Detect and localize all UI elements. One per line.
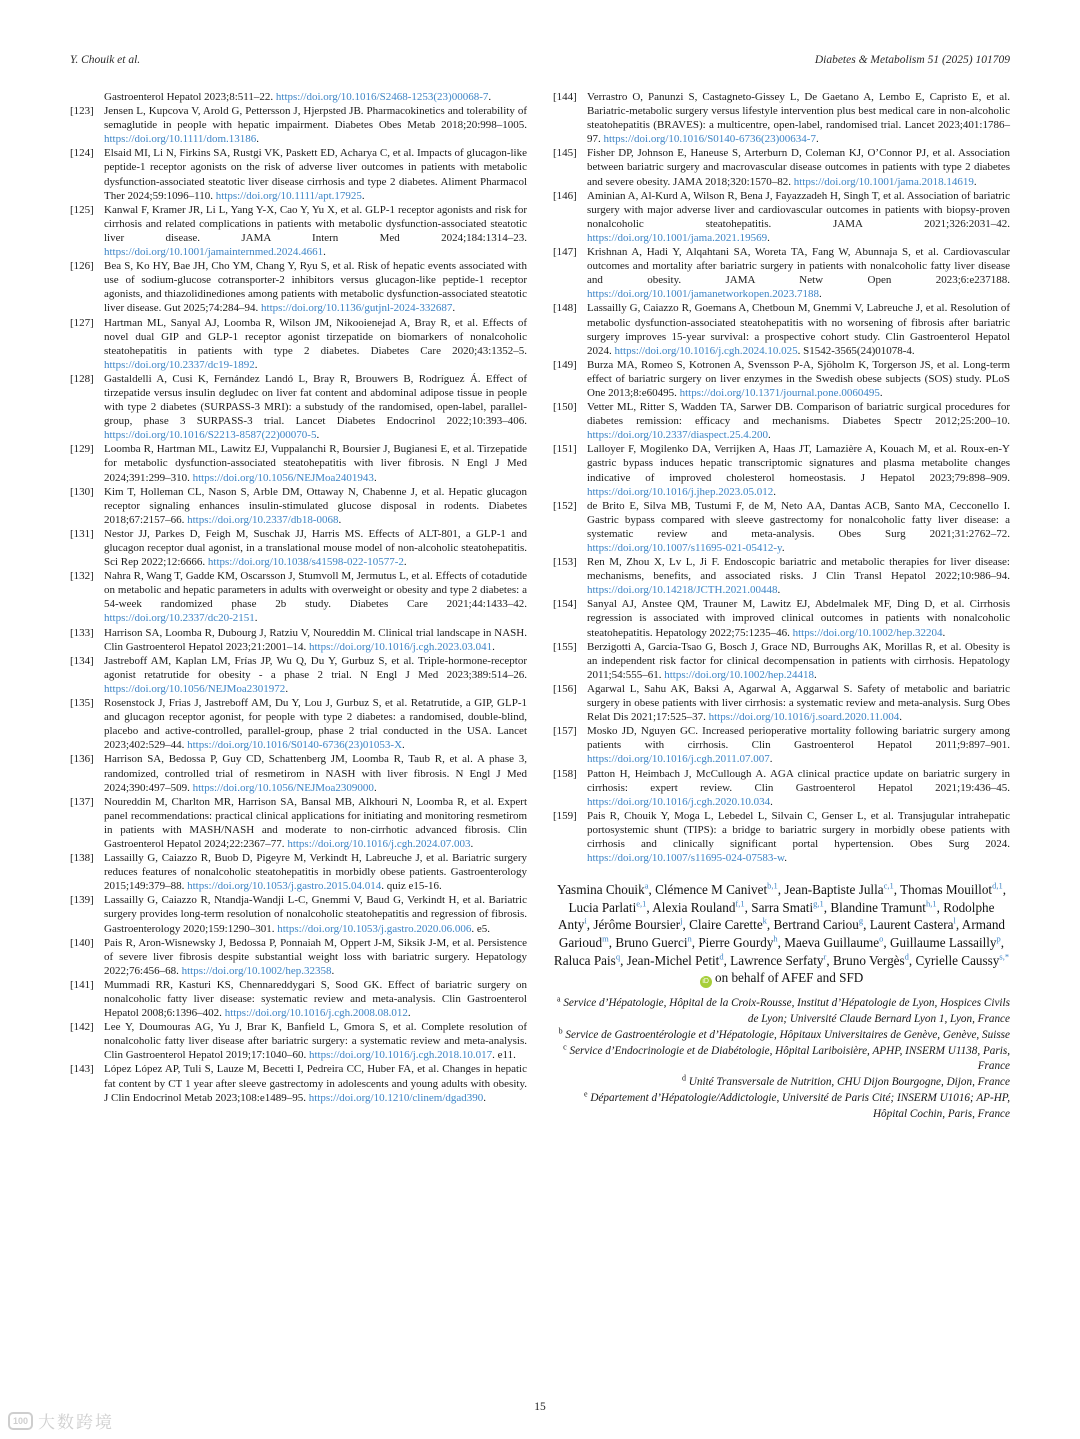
author-affiliation-marker: g	[858, 915, 864, 926]
reference-item: [123] Jensen L, Kupcova V, Arold G, Pettersson J, Hjerpsted JB. Pharmacokinetics and tolerability of semaglutide in people with hepatic impairment. Diabetes Obes Metab 2018;20:998–1005. https://doi.org/10.1111/dom.13186.	[70, 105, 527, 146]
reference-item: [136] Harrison SA, Bedossa P, Guy CD, Schattenberg JM, Loomba R, Taub R, et al. A phase 3, randomized, controlled trial of resmetirom in NASH with liver fibrosis. N Engl J Med 2024;390:497–509. https://doi.org/10.1056/NEJMoa2309000.	[70, 753, 527, 794]
author-affiliation-marker: p	[996, 933, 1001, 944]
running-head	[70, 54, 1010, 66]
reference-item: [133] Harrison SA, Loomba R, Dubourg J, Ratziu V, Noureddin M. Clinical trial landscape in NASH. Clin Gastroenterol Hepatol 2023;21:2001–14. https://doi.org/10.1016/j.cgh.2023.03.041.	[70, 626, 527, 653]
reference-number: [132]	[70, 570, 94, 583]
reference-item: [148] Lassailly G, Caiazzo R, Goemans A, Chetboun M, Gnemmi V, Labreuche J, et al. Resolution of metabolic dysfunction-associated steatohepatitis with no worsening of fibrosis after bariatric surgery improves 15-year survival: a prospective cohort study. Clin Gastroenterol Hepatol 2024. https://doi.org/10.1016/j.cgh.2024.10.025. S1542-3565(24)01078-4.	[553, 302, 1010, 357]
doi-link[interactable]: https://doi.org/10.1016/j.cgh.2008.08.012	[224, 1007, 408, 1020]
affiliation-marker: b	[558, 1025, 563, 1035]
reference-number: [143]	[70, 1063, 94, 1076]
doi-link[interactable]: https://doi.org/10.1371/journal.pone.0060495	[679, 386, 880, 399]
author-name: Armand Garioud	[558, 917, 1006, 950]
author-name: Laurent Castera	[869, 917, 954, 933]
reference-number: [159]	[553, 809, 577, 822]
reference-item: [146] Aminian A, Al-Kurd A, Wilson R, Bena J, Fayazzadeh H, Singh T, et al. Association of bariatric surgery with major adverse liver and cardiovascular outcomes in patients with biopsy-proven nonalcoholic steatohepatitis. JAMA 2021;326:2031–42. https://doi.org/10.1001/jama.2021.19569.	[553, 189, 1010, 244]
reference-item: [144] Verrastro O, Panunzi S, Castagneto-Gissey L, De Gaetano A, Lembo E, Capristo E, et al. Bariatric-metabolic surgery versus lifestyle intervention plus best medical care in non-alcoholic steatohepatitis (BRAVES): a multicentre, open-label, randomised trial. Lancet 2023;401:1786–97. https://doi.org/10.1016/S0140-6736(23)00634-7.	[553, 91, 1010, 146]
author-affiliation-marker: m	[602, 933, 609, 944]
reference-item: [147] Krishnan A, Hadi Y, Alqahtani SA, Woreta TA, Fang W, Abunnaja S, et al. Cardiovascular outcomes and mortality after bariatric surgery in patients with nonalcoholic fatty liver disease and obesity. JAMA Netw Open 2023;6:e237188. https://doi.org/10.1001/jamanetworkopen.2023.7188.	[553, 246, 1010, 301]
references-column-left	[70, 90, 527, 1123]
reference-item: [128] Gastaldelli A, Cusi K, Fernández Landó L, Bray R, Brouwers B, Rodríguez Á. Effect of tirzepatide versus insulin degludec on liver fat content and abdominal adipose tissue in people with type 2 diabetes (SURPASS-3 MRI): a substudy of the randomised, open-label, parallel-group, phase 3 SURPASS-3 trial. Lancet Diabetes Endocrinol 2022;10:393–406. https://doi.org/10.1016/S2213-8587(22)00070-5.	[70, 372, 527, 442]
reference-number: [157]	[553, 725, 577, 738]
reference-number: [134]	[70, 654, 94, 667]
doi-link[interactable]: https://doi.org/10.1002/hep.32204	[792, 626, 943, 639]
reference-item: [135] Rosenstock J, Frias J, Jastreboff AM, Du Y, Lou J, Gurbuz S, et al. Retatrutide, a GIP, GLP-1 and glucagon receptor agonist, for people with type 2 diabetes: a randomised, double-blind, placebo and active-controlled, parallel-group, phase 2 trial conducted in the USA. Lancet 2023;402:529–44. https://doi.org/10.1016/S0140-6736(23)01053-X.	[70, 697, 527, 752]
author-affiliation-marker: q	[615, 951, 621, 962]
doi-link[interactable]: https://doi.org/10.2337/dc19-1892	[104, 358, 255, 371]
reference-number: [141]	[70, 978, 94, 991]
doi-link[interactable]: https://doi.org/10.1002/hep.32358	[181, 964, 332, 977]
reference-item: [159] Pais R, Chouik Y, Moga L, Lebedel L, Silvain C, Genser L, et al. Transjugular intrahepatic portosystemic shunt (TIPS): a bridge to bariatric surgery in morbidly obese patients with cirrhosis and clinically significant portal hypertension. Obes Surg 2024. https://doi.org/10.1007/s11695-024-07583-w.	[553, 809, 1010, 865]
reference-item: [155] Berzigotti A, Garcia-Tsao G, Bosch J, Grace ND, Burroughs AK, Morillas R, et al. Obesity is an independent risk factor for clinical decompensation in patients with cirrhosis. Hepatology 2011;54:555–61. https://doi.org/10.1002/hep.24418.	[553, 640, 1010, 681]
author-name: Lawrence Serfaty	[730, 952, 824, 968]
reference-item: [125] Kanwal F, Kramer JR, Li L, Yang Y-X, Cao Y, Yu X, et al. GLP-1 receptor agonists and risk for cirrhosis and related complications in patients with metabolic dysfunction-associated steatotic liver disease. JAMA Intern Med 2024;184:1314–23. https://doi.org/10.1001/jamainternmed.2024.4661.	[70, 203, 527, 259]
author-name: Jean-Michel Petit	[626, 952, 720, 968]
author-name: Bruno Vergès	[832, 952, 905, 968]
watermark-text: 大数跨境	[38, 1413, 115, 1432]
author-list: Yasmina Chouik$^a$, Clémence M Canivet$^{b,1}$, Jean-Baptiste Julla$^{c,1}$, Thomas Mouillot$^{d,1}$, Lucia Parlati$^{e,1}$, Alexia Rouland$^{f,1}$, Sarra Smati$^{g,1}$, Blandine Tramunt$^{h,1}$, Rodolphe Anty$^i$, Jérôme Boursier$^j$, Claire Carette$^k$, Bertrand Cariou$^g$, Laurent Castera$^l$, Armand Garioud$^m$, Bruno Guerci$^n$, Pierre Gourdy$^h$, Maeva Guillaume$^o$, Guillaume Lassailly$^p$, Raluca Pais$^q$, Jean-Michel Petit$^d$, Lawrence Serfaty$^r$, Bruno Vergès$^d$, Cyrielle Caussy$^{s,*}$ iD on behalf of AFEF and SFD	[553, 881, 1010, 988]
references-column-right	[553, 90, 1010, 1123]
doi-link[interactable]: https://doi.org/10.1007/s11695-024-07583-w	[587, 852, 785, 865]
reference-item: [154] Sanyal AJ, Anstee QM, Trauner M, Lawitz EJ, Abdelmalek MF, Ding D, et al. Cirrhosis regression is associated with improved clinical outcomes in patients with nonalcoholic steatohepatitis. Hepatology 2022;75:1235–46. https://doi.org/10.1002/hep.32204.	[553, 598, 1010, 639]
reference-number: [150]	[553, 401, 577, 414]
reference-number: [137]	[70, 795, 94, 808]
author-affiliation-marker: d	[904, 951, 909, 962]
affiliation-marker: c	[563, 1041, 567, 1051]
doi-link[interactable]: https://doi.org/10.1111/dom.13186	[104, 133, 257, 146]
reference-number: [153]	[553, 556, 577, 569]
doi-link[interactable]: https://doi.org/10.2337/dc20-2151	[104, 612, 255, 625]
author-name: Bruno Guerci	[615, 934, 688, 950]
author-name: Pierre Gourdy	[698, 934, 774, 950]
reference-item: [134] Jastreboff AM, Kaplan LM, Frías JP, Wu Q, Du Y, Gurbuz S, et al. Triple-hormone-receptor agonist retatrutide for obesity - a phase 2 trial. N Engl J Med 2023;389:514–26. https://doi.org/10.1056/NEJMoa2301972.	[70, 654, 527, 695]
reference-number: [152]	[553, 499, 577, 512]
doi-link[interactable]: https://doi.org/10.1136/gutjnl-2024-332687	[261, 302, 453, 315]
reference-item: [142] Lee Y, Doumouras AG, Yu J, Brar K, Banfield L, Gmora S, et al. Complete resolution of nonalcoholic fatty liver disease after bariatric surgery: a systematic review and meta-analysis. Clin Gastroenterol Hepatol 2019;17:1040–60. https://doi.org/10.1016/j.cgh.2018.10.017. e11.	[70, 1021, 527, 1062]
affiliation-marker: e	[583, 1089, 588, 1099]
author-name: Alexia Rouland	[652, 899, 736, 915]
author-affiliation-marker: g,1	[813, 898, 824, 909]
reference-item: [140] Pais R, Aron-Wisnewsky J, Bedossa P, Ponnaiah M, Oppert J-M, Siksik J-M, et al. Persistence of severe liver fibrosis despite substantial weight loss with bariatric surgery. Hepatology 2022;76:456–68. https://doi.org/10.1002/hep.32358.	[70, 936, 527, 977]
reference-item: [151] Lalloyer F, Mogilenko DA, Verrijken A, Haas JT, Lamazière A, Kouach M, et al. Roux-en-Y gastric bypass induces hepatic transcriptomic signatures and plasma metabolite changes indicative of improved cholesterol homeostasis. J Hepatol 2023;79:898–909. https://doi.org/10.1016/j.jhep.2023.05.012.	[553, 443, 1010, 498]
reference-number: [130]	[70, 485, 94, 498]
reference-item: Gastroenterol Hepatol 2023;8:511–22. https://doi.org/10.1016/S2468-1253(23)00068-7.	[104, 91, 492, 103]
reference-item: [124] Elsaid MI, Li N, Firkins SA, Rustgi VK, Paskett ED, Acharya C, et al. Impacts of glucagon-like peptide-1 receptor agonists on the risk of adverse liver outcomes in patients with metabolic dysfunction-associated steatotic liver disease cirrhosis and type 2 diabetes. Aliment Pharmacol Ther 2024;59:1096–110. https://doi.org/10.1111/apt.17925.	[70, 147, 527, 202]
reference-item: [152] de Brito E, Silva MB, Tustumi F, de M, Neto AA, Dantas ACB, Santo MA, Cecconello I. Gastric bypass compared with sleeve gastrectomy for nonalcoholic fatty liver disease: a systematic review and meta-analysis. Obes Surg 2021;31:2762–72. https://doi.org/10.1007/s11695-021-05412-y.	[553, 499, 1010, 554]
reference-number: [136]	[70, 753, 94, 766]
reference-item: [129] Loomba R, Hartman ML, Lawitz EJ, Vuppalanchi R, Boursier J, Bugianesi E, et al. Tirzepatide for metabolic dysfunction-associated steatohepatitis with liver fibrosis. N Engl J Med 2024;391:299–310. https://doi.org/10.1056/NEJMoa2401943.	[70, 443, 527, 484]
author-name: Maeva Guillaume	[784, 934, 880, 950]
author-name: Guillaume Lassailly	[889, 934, 997, 950]
author-name: Lucia Parlati	[568, 899, 637, 915]
affiliation-item: $^d$ Unité Transversale de Nutrition, CHU Dijon Bourgogne, Dijon, France	[681, 1073, 1010, 1089]
affiliation-marker: a	[556, 994, 561, 1004]
doi-link[interactable]: https://doi.org/10.1016/S2213-8587(22)00070-5	[104, 429, 317, 442]
author-affiliation-marker: i	[584, 915, 587, 926]
doi-link[interactable]: https://doi.org/10.1056/NEJMoa2301972	[104, 682, 286, 695]
doi-link[interactable]: https://doi.org/10.2337/diaspect.25.4.200	[587, 429, 768, 442]
author-name: Clémence M Canivet	[655, 882, 768, 898]
author-name: Raluca Pais	[553, 952, 616, 968]
doi-link[interactable]: https://doi.org/10.1016/j.cgh.2024.10.025	[614, 344, 798, 357]
doi-link[interactable]: https://doi.org/10.2337/db18-0068	[187, 513, 339, 526]
author-name: Yasmina Chouik	[557, 882, 645, 898]
affiliation-item: $^c$ Service d’Endocrinologie et de Diabétologie, Hôpital Lariboisière, APHP, INSERM U1138, Paris, France	[563, 1041, 1010, 1073]
doi-link[interactable]: https://doi.org/10.1016/j.cgh.2024.07.003	[287, 837, 471, 850]
author-name: Jérôme Boursier	[593, 917, 681, 933]
reference-number: [135]	[70, 697, 94, 710]
reference-number: [147]	[553, 246, 577, 259]
doi-link[interactable]: https://doi.org/10.1007/s11695-021-05412-y	[587, 542, 782, 554]
author-affiliation-marker: c,1	[883, 880, 894, 891]
reference-number: [124]	[70, 147, 94, 160]
running-head-journal: Diabetes & Metabolism 51 (2025) 101709	[814, 54, 1010, 66]
affiliation-item: $^e$ Département d’Hépatologie/Addictologie, Université de Paris Cité; INSERM U1016; AP-HP, Hôpital Cochin, Paris, France	[583, 1089, 1010, 1120]
reference-item: [145] Fisher DP, Johnson E, Haneuse S, Arterburn D, Coleman KJ, O’Connor PJ, et al. Association between bariatric surgery and macrovascular disease outcomes in patients with type 2 diabetes and severe obesity. JAMA 2018;320:1570–82. https://doi.org/10.1001/jama.2018.14619.	[553, 147, 1010, 188]
reference-item: [156] Agarwal L, Sahu AK, Baksi A, Agarwal A, Aggarwal S. Safety of metabolic and bariatric surgery in obese patients with liver cirrhosis: a systematic review and meta-analysis. Surg Obes Relat Dis 2021;17:525–37. https://doi.org/10.1016/j.soard.2020.11.004.	[553, 682, 1010, 724]
doi-link[interactable]: https://doi.org/10.1056/NEJMoa2309000	[192, 781, 374, 794]
reference-number: [128]	[70, 372, 94, 385]
doi-link[interactable]: https://doi.org/10.1053/j.gastro.2015.04.014	[187, 880, 382, 893]
author-affiliation-marker: d,1	[992, 880, 1003, 891]
reference-number: [133]	[70, 626, 94, 639]
doi-link[interactable]: https://doi.org/10.1016/j.cgh.2011.07.007	[587, 753, 770, 766]
reference-number: [148]	[553, 302, 577, 315]
author-name: Sarra Smati	[751, 899, 814, 915]
reference-number: [131]	[70, 527, 94, 540]
author-name: Rodolphe Anty	[557, 899, 995, 933]
reference-number: [126]	[70, 260, 94, 273]
doi-link[interactable]: https://doi.org/10.1016/S2468-1253(23)00068-7	[275, 91, 489, 103]
reference-item: [137] Noureddin M, Charlton MR, Harrison SA, Bansal MB, Alkhouri N, Loomba R, et al. Expert panel recommendations: practical clinical applications for initiating and monitoring resmetirom in patients with MASH/NASH and moderate to non-cirrhotic advanced fibrosis. Clin Gastroenterol Hepatol 2024;22:2367–77. https://doi.org/10.1016/j.cgh.2024.07.003.	[70, 795, 527, 850]
reference-number: [146]	[553, 189, 577, 202]
author-affiliation-marker: j	[680, 915, 683, 926]
author-affiliation-marker: h,1	[925, 898, 937, 909]
reference-item: [157] Mosko JD, Nguyen GC. Increased perioperative mortality following bariatric surgery among patients with cirrhosis. Clin Gastroenterol Hepatol 2011;9:897–901. https://doi.org/10.1016/j.cgh.2011.07.007.	[553, 725, 1010, 766]
reference-number: [129]	[70, 443, 94, 456]
author-affiliation-marker: e,1	[636, 898, 647, 909]
reference-number: [125]	[70, 203, 94, 216]
doi-link[interactable]: https://doi.org/10.1001/jama.2021.19569	[587, 231, 768, 244]
doi-link[interactable]: https://doi.org/10.1016/S0140-6736(23)01053-X	[187, 739, 403, 752]
doi-link[interactable]: https://doi.org/10.1056/NEJMoa2401943	[192, 471, 374, 484]
reference-number: [140]	[70, 936, 94, 949]
reference-number: [144]	[553, 91, 577, 103]
reference-number: [158]	[553, 767, 577, 780]
doi-link[interactable]: https://doi.org/10.1016/S0140-6736(23)00634-7	[603, 133, 816, 146]
author-affiliation-marker: b,1	[767, 880, 778, 891]
doi-link[interactable]: https://doi.org/10.1016/j.cgh.2018.10.017	[309, 1049, 493, 1062]
reference-number: [139]	[70, 894, 94, 907]
watermark-logo-icon: 100	[8, 1412, 33, 1430]
reference-number: [149]	[553, 358, 577, 371]
author-affiliation-marker: a	[644, 880, 649, 891]
reference-item: [127] Hartman ML, Sanyal AJ, Loomba R, Wilson JM, Nikooienejad A, Bray R, et al. Effects of novel dual GIP and GLP-1 receptor agonist tirzepatide on biomarkers of nonalcoholic steatohepatitis in patients with type 2 diabetes. Diabetes Care 2020;43:1352–5. https://doi.org/10.2337/dc19-1892.	[70, 316, 527, 371]
author-affiliation-marker: f,1	[735, 898, 745, 909]
reference-number: [151]	[553, 443, 577, 456]
reference-item: [132] Nahra R, Wang T, Gadde KM, Oscarsson J, Stumvoll M, Jermutus L, et al. Effects of cotadutide on metabolic and hepatic parameters in adults with overweight or obesity and type 2 diabetes: a 54-week randomized phase 2b study. Diabetes Care 2021;44:1433–42. https://doi.org/10.2337/dc20-2151.	[70, 570, 527, 625]
author-affiliation-marker: l	[953, 915, 956, 926]
doi-link[interactable]: https://doi.org/10.1038/s41598-022-10577-2	[207, 556, 404, 569]
affiliation-marker: d	[681, 1073, 686, 1083]
reference-number: [123]	[70, 105, 94, 118]
reference-item: [150] Vetter ML, Ritter S, Wadden TA, Sarwer DB. Comparison of bariatric surgical procedures for diabetes remission: efficacy and mechanisms. Diabetes Spectr 2012;25:200–10. https://doi.org/10.2337/diaspect.25.4.200.	[553, 401, 1010, 442]
doi-link[interactable]: https://doi.org/10.1001/jama.2018.14619	[793, 175, 974, 188]
author-name: Cyrielle Caussy	[915, 952, 1000, 968]
doi-link[interactable]: https://doi.org/10.1210/clinem/dgad390	[308, 1091, 484, 1104]
reference-item: [126] Bea S, Ko HY, Bae JH, Cho YM, Chang Y, Ryu S, et al. Risk of hepatic events associated with use of sodium-glucose cotransporter-2 inhibitors versus glucagon-like peptide-1 receptor agonists, and thiazolidinediones among patients with metabolic dysfunction-associated steatotic liver disease. Gut 2025;74:284–94. https://doi.org/10.1136/gutjnl-2024-332687.	[70, 260, 527, 315]
author-name: Bertrand Cariou	[773, 917, 859, 933]
reference-item: [143] López López AP, Tuli S, Lauze M, Becetti I, Pedreira CC, Huber FA, et al. Changes in hepatic fat content by CT 1 year after sleeve gastrectomy in adolescents and young adults with obesity. J Clin Endocrinol Metab 2023;108:e1489–95. https://doi.org/10.1210/clinem/dgad390.	[70, 1063, 527, 1104]
doi-link[interactable]: https://doi.org/10.1016/j.soard.2020.11.004	[708, 711, 900, 724]
reference-item: [130] Kim T, Holleman CL, Nason S, Arble DM, Ottaway N, Chabenne J, et al. Hepatic glucagon receptor signaling enhances insulin-stimulated glucose disposal in rodents. Diabetes 2018;67:2157–66. https://doi.org/10.2337/db18-0068.	[70, 485, 527, 526]
affiliations	[553, 996, 1010, 1122]
reference-number: [156]	[553, 682, 577, 695]
author-affiliation-marker: k	[762, 915, 767, 926]
reference-item: [153] Ren M, Zhou X, Lv L, Ji F. Endoscopic bariatric and metabolic therapies for liver disease: mechanisms, benefits, and associated risks. J Clin Transl Hepatol 2022;10:986–94. https://doi.org/10.14218/JCTH.2021.00448.	[553, 556, 1010, 597]
author-affiliation-marker: n	[687, 933, 692, 944]
reference-number: [138]	[70, 852, 94, 865]
doi-link[interactable]: https://doi.org/10.1016/j.jhep.2023.05.012	[587, 485, 774, 498]
doi-link[interactable]: https://doi.org/10.1111/apt.17925	[215, 189, 362, 202]
reference-item: [138] Lassailly G, Caiazzo R, Buob D, Pigeyre M, Verkindt H, Labreuche J, et al. Bariatric surgery reduces features of nonalcoholic steatohepatitis in morbidly obese patients. Gastroenterology 2015;149:379–88. https://doi.org/10.1053/j.gastro.2015.04.014. quiz e15-16.	[70, 852, 527, 893]
author-name: Jean-Baptiste Julla	[784, 882, 884, 898]
author-affiliation-marker: r	[823, 951, 827, 962]
reference-columns	[70, 90, 1010, 1123]
reference-item: [149] Burza MA, Romeo S, Kotronen A, Svensson P-A, Sjöholm K, Torgerson JS, et al. Long-term effect of bariatric surgery on liver enzymes in the Swedish obese subjects (SOS) study. PLoS One 2013;8:e60495. https://doi.org/10.1371/journal.pone.0060495.	[553, 358, 1010, 399]
reference-number: [145]	[553, 147, 577, 160]
doi-link[interactable]: https://doi.org/10.1053/j.gastro.2020.06.006	[277, 922, 472, 935]
author-name: Claire Carette	[689, 917, 763, 933]
reference-number: [155]	[553, 640, 577, 653]
watermark	[8, 1408, 114, 1433]
references-list-right	[553, 90, 1010, 865]
doi-link[interactable]: https://doi.org/10.1016/j.cgh.2023.03.041	[309, 640, 493, 653]
author-affiliation-marker: o	[879, 933, 884, 944]
reference-item: [158] Patton H, Heimbach J, McCullough A. AGA clinical practice update on bariatric surgery in cirrhosis: expert review. Clin Gastroenterol Hepatol 2021;19:436–45. https://doi.org/10.1016/j.cgh.2020.10.034.	[553, 767, 1010, 808]
doi-link[interactable]: https://doi.org/10.14218/JCTH.2021.00448	[587, 584, 778, 597]
author-affiliation-marker: s,*	[999, 951, 1010, 962]
affiliation-item: $^a$ Service d’Hépatologie, Hôpital de la Croix-Rousse, Institut d’Hépatologie de Lyon, Hospices Civils de Lyon; Université Claude Bernard Lyon 1, Lyon, France	[556, 994, 1010, 1025]
reference-item: [131] Nestor JJ, Parkes D, Feigh M, Suschak JJ, Harris MS. Effects of ALT-801, a GLP-1 and glucagon receptor dual agonist, in a translational mouse model of non-alcoholic steatohepatitis. Sci Rep 2022;12:6666. https://doi.org/10.1038/s41598-022-10577-2.	[70, 527, 527, 569]
author-affiliation-marker: h	[773, 933, 778, 944]
author-affiliation-marker: d	[719, 951, 724, 962]
author-name: Thomas Mouillot	[900, 882, 993, 898]
page-number: 15	[534, 1401, 546, 1413]
doi-link[interactable]: https://doi.org/10.1001/jamanetworkopen.2023.7188	[587, 288, 819, 301]
author-name: Blandine Tramunt	[830, 899, 926, 915]
orcid-icon[interactable]: iD	[700, 976, 712, 988]
doi-link[interactable]: https://doi.org/10.1002/hep.24418	[664, 668, 815, 681]
reference-number: [127]	[70, 316, 94, 329]
running-head-author: Y. Chouik et al.	[70, 54, 141, 66]
reference-item: [139] Lassailly G, Caiazzo R, Ntandja-Wandji L-C, Gnemmi V, Baud G, Verkindt H, et al. Bariatric surgery provides long-term resolution of nonalcoholic steatohepatitis and regression of fibrosis. Gastroenterology 2020;159:1290–301. https://doi.org/10.1053/j.gastro.2020.06.006. e5.	[70, 894, 527, 935]
reference-number: [154]	[553, 598, 577, 611]
affiliation-item: $^b$ Service de Gastroentérologie et d’Hépatologie, Hôpitaux Universitaires de Genève, Genève, Suisse	[558, 1025, 1010, 1041]
doi-link[interactable]: https://doi.org/10.1001/jamainternmed.2024.4661	[104, 246, 324, 259]
reference-item: [141] Mummadi RR, Kasturi KS, Chennareddygari S, Sood GK. Effect of bariatric surgery on nonalcoholic fatty liver disease: systematic review and meta-analysis. Clin Gastroenterol Hepatol 2008;6:1396–402. https://doi.org/10.1016/j.cgh.2008.08.012.	[70, 978, 527, 1020]
doi-link[interactable]: https://doi.org/10.1016/j.cgh.2020.10.034	[587, 795, 771, 808]
reference-number: [142]	[70, 1021, 94, 1034]
